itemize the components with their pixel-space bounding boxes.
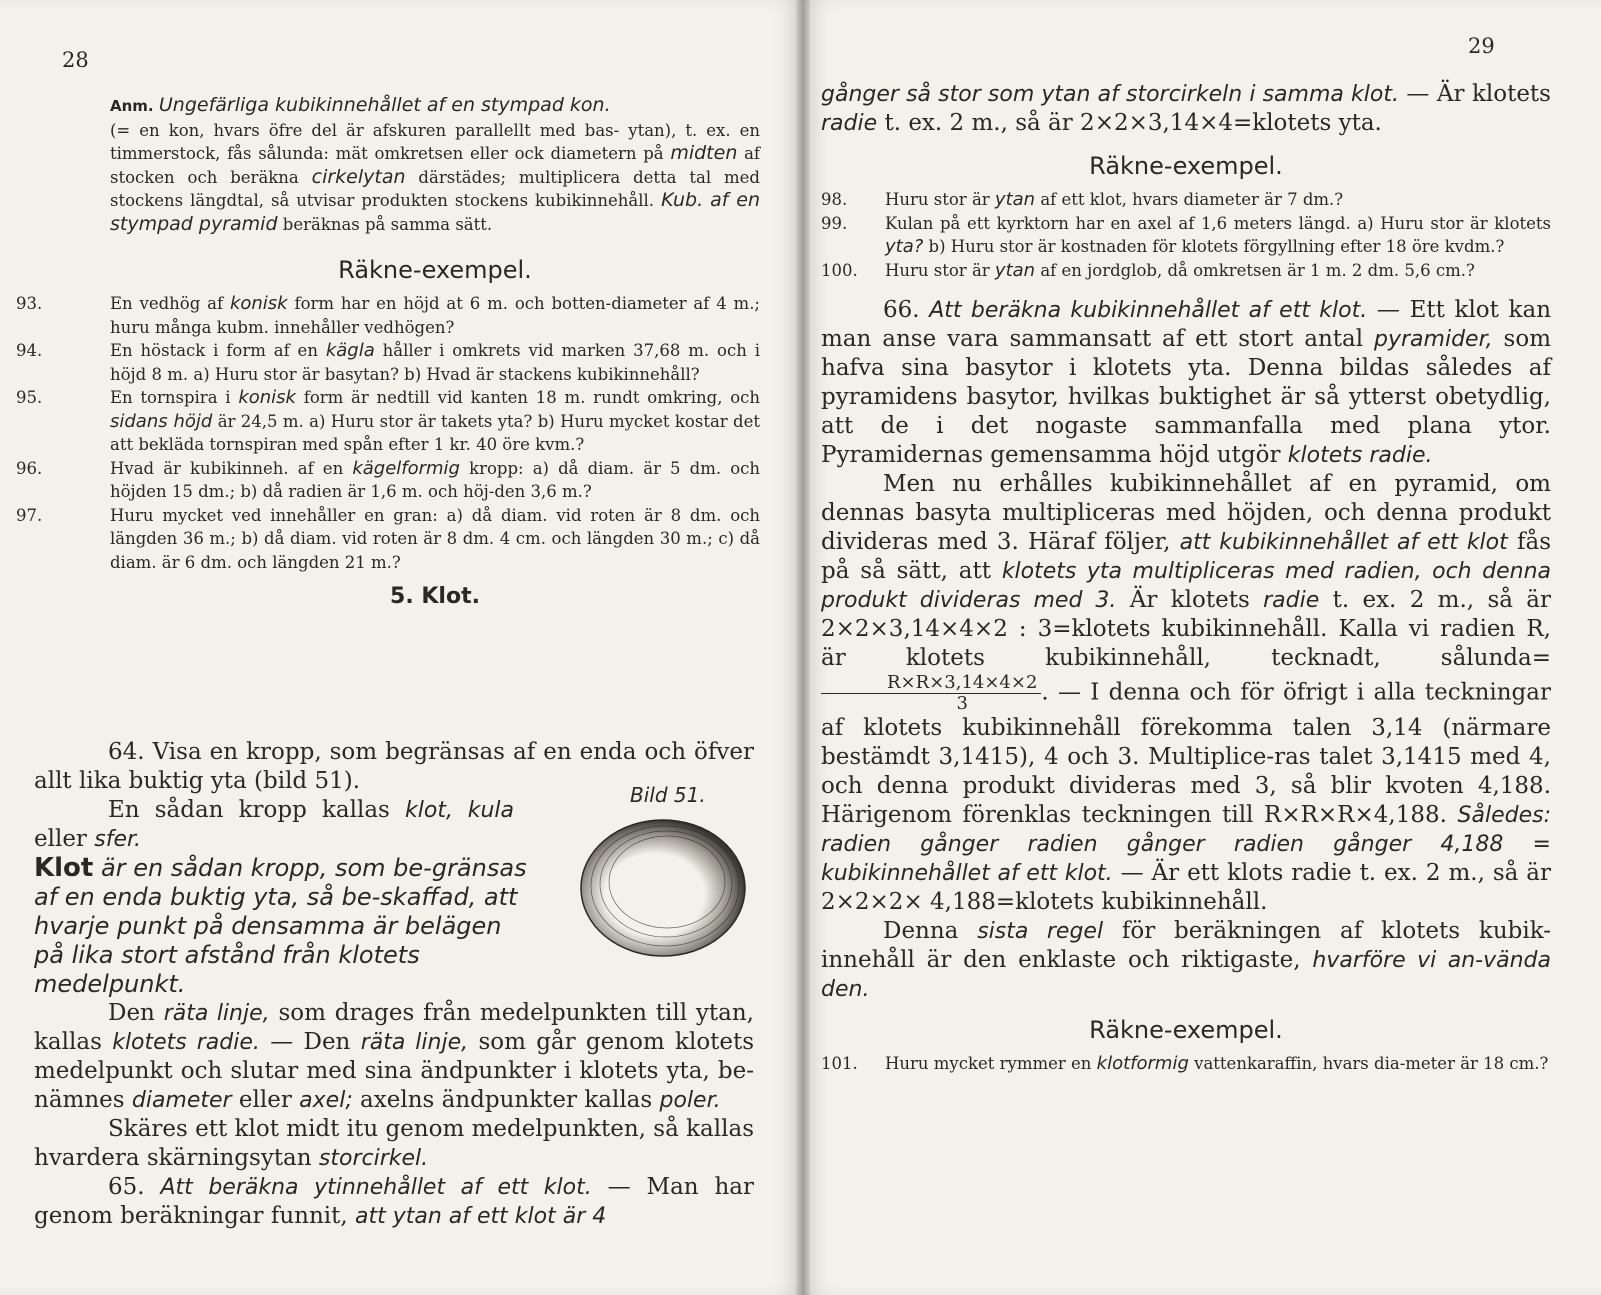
paragraph-text: Den — [108, 1000, 155, 1026]
exercise-text: håller i omkrets vid marken 37,68 m. och i höjd 8 m. a) Huru stor är basytan? b) Hvad är stackens kubikinnehåll? — [110, 341, 760, 384]
anm-line: längdtal, så utvisar produkten stockens kubikinnehåll. — [190, 191, 655, 210]
paragraph-text: — Den — [270, 1029, 351, 1055]
sphere-illustration — [578, 818, 748, 958]
exercise-number: 97. — [16, 505, 43, 525]
exercise-emph: yta? — [885, 236, 924, 257]
fraction-denominator: 3 — [956, 693, 968, 714]
definition-term: Klot — [34, 853, 94, 883]
paragraph-65 — [34, 1173, 754, 1231]
paragraph-emph: sista regel — [977, 919, 1104, 944]
exercise-number: 100. — [821, 260, 858, 280]
paragraph-number: 65. — [108, 1174, 145, 1200]
paragraph-emph: räta linje, — [163, 1001, 270, 1026]
exercise-text: af ett klot, hvars diameter är 7 dm.? — [1040, 190, 1344, 209]
klot-definition — [34, 854, 534, 999]
paragraph-emph: radie — [1263, 588, 1320, 613]
paragraph-text: fås på så sätt, att — [821, 529, 1552, 584]
anm-line: beräknas på samma sätt. — [282, 214, 493, 234]
paragraph-text: — Är ett klots radie t. ex. 2 m., så är 2×2×2× 4,188=klotets kubikinnehåll. — [821, 860, 1551, 915]
exercise-emph: ytan — [994, 259, 1036, 281]
paragraph-text: för beräkningen af klotets kubik-innehåll är den enklaste och riktigaste, — [821, 918, 1552, 973]
paragraph-emph: pyramider, — [1374, 327, 1493, 352]
paragraph-emph: klotets radie. — [1287, 443, 1433, 468]
exercise-item — [10, 339, 760, 386]
paragraph-text: axelns ändpunkter kallas — [360, 1087, 653, 1113]
section-heading: Räkne-exempel. — [1089, 1016, 1283, 1044]
exercise-text: vattenkaraffin, hvars dia-meter är 18 cm.? — [1194, 1054, 1549, 1073]
exercise-emph: konisk — [229, 293, 288, 314]
anm-emph: Kub. — [661, 189, 704, 211]
anm-line: ytan), t. ex. en timmerstock, fås sålunda: mät omkretsen — [110, 120, 760, 163]
anm-emph: af en stympad pyramid — [110, 189, 761, 235]
paragraph-text: som går genom klotets medelpunkt och slutar med sina ändpunkter i klotets yta, be-nämnes — [34, 1029, 755, 1113]
paragraph-text: . — I denna och för öfrigt i alla teckningar af klotets kubikinnehåll förekomma talen 3,14 (närmare bestämdt 3,1415), 4 och 3. Multiplice-ras talet 3,1415 med 4, och denna produkt divideras med 3, så blir kvoten 4,188. Härigenom förenklas teckningen till R×R×R×4,188. — [821, 679, 1551, 828]
paragraph-emph: Att beräkna kubikinnehållet af ett klot. — [929, 298, 1368, 323]
paragraph-number: 66. — [883, 297, 920, 323]
exercise-emph: ytan — [994, 189, 1036, 210]
paragraph-64b — [34, 796, 514, 854]
exercise-item — [10, 504, 760, 575]
paragraph-emph: Således: radien gånger radien gånger radien gånger 4,188 = kubikinnehållet af ett klot. — [821, 803, 1552, 886]
paragraph-emph: diameter — [131, 1088, 232, 1113]
section-heading: Räkne-exempel. — [1089, 152, 1283, 180]
continued-paragraph — [821, 80, 1551, 138]
exercise-list — [821, 1052, 1551, 1076]
paragraph-emph: klotets radie. — [112, 1030, 260, 1055]
exercise-number: 95. — [16, 388, 43, 407]
paragraph-text: — Man har genom beräkningar funnit, — [34, 1174, 755, 1229]
page-number: 29 — [1468, 34, 1495, 58]
chapter-heading: 5. Klot. — [390, 584, 480, 609]
paragraph-emph: att kubikinnehållet af ett klot — [1179, 530, 1508, 555]
anm-line: därstädes; multiplicera detta tal med stockens — [110, 167, 760, 210]
exercise-text: Huru mycket ved innehåller en gran: a) då diam. vid roten är 8 dm. och längden 36 m.; b) då diam. vid roten är 8 dm. 4 cm. och längden 30 m.; c) då diam. är 6 dm. och längden 21 m.? — [110, 505, 760, 572]
exercise-list — [821, 188, 1551, 282]
anm-label: Anm. — [110, 97, 154, 115]
paragraph-text: Visa en kropp, som begränsas af en enda och öfver allt lika buktig yta (bild 51). — [34, 739, 754, 794]
anm-title: Ungefärliga kubikinnehållet af en stympad kon. — [158, 94, 611, 116]
fraction-numerator: R×R×3,14×4×2 — [821, 673, 1041, 694]
anm-emph: midten — [670, 142, 738, 164]
exercise-emph: konisk — [238, 387, 296, 408]
exercise-item — [10, 386, 760, 457]
storcirkel-paragraph — [34, 1115, 754, 1173]
exercise-item — [10, 292, 760, 339]
paragraph-66 — [821, 296, 1551, 470]
exercise-emph: kägelformig — [352, 457, 460, 479]
exercise-text: af en jordglob, då omkretsen är 1 m. 2 dm. 5,6 cm.? — [1040, 260, 1475, 280]
paragraph-emph: klot, kula — [405, 798, 515, 823]
exercise-text: En vedhög af — [110, 294, 224, 313]
radie-paragraph — [34, 999, 754, 1115]
paragraph-text: Men nu erhålles kubikinnehållet af en pyramid, om dennas basyta multipliceras med höjden, och denna produkt divideras med 3. Häraf följer, — [821, 471, 1551, 555]
paragraph-emph: klotets yta multipliceras med radien, och denna produkt divideras med 3. — [821, 559, 1551, 613]
exercise-text: form är nedtill vid kanten 18 m. rundt omkring, och — [303, 388, 760, 407]
right-column — [821, 80, 1551, 1076]
exercise-emph: kägla — [325, 340, 375, 361]
anm-emph: cirkelytan — [311, 165, 406, 188]
paragraph-emph: hvarföre vi an-vända den. — [821, 948, 1551, 1002]
anm-line: eller ock diametern på — [469, 144, 664, 163]
exercise-text: Huru stor är — [885, 260, 990, 280]
exercise-text: En tornspira i — [110, 388, 231, 407]
exercise-number: 96. — [16, 458, 43, 478]
exercise-item — [821, 259, 1551, 283]
exercise-number: 94. — [16, 341, 43, 360]
paragraph-text: — Är klotets — [1406, 81, 1551, 107]
exercise-emph: klotformig — [1096, 1053, 1189, 1074]
exercise-text: En höstack i form af en — [110, 341, 318, 360]
paragraph-text: t. ex. 2 m., så är 2×2×3,14×4×2 : 3=klotets kubikinnehåll. Kalla vi radien R, är klotets kubikinnehåll, tecknadt, sålunda= — [821, 587, 1551, 671]
paragraph-text: eller — [34, 826, 87, 852]
exercise-text: är 24,5 m. a) Huru stor är takets yta? b) Huru mycket kostar det att bekläda tornspiran med spån efter 1 kr. 40 öre kvm.? — [110, 411, 760, 454]
exercise-item — [821, 1052, 1551, 1076]
paragraph-emph: gånger så stor som ytan af storcirkeln i samma klot. — [821, 82, 1399, 107]
exercise-text: Kulan på ett kyrktorn har en axel af 1,6 meters längd. a) Huru stor är klotets — [885, 213, 1551, 233]
paragraph-text: som hafva sina basytor i klotets yta. Denna bildas således af pyramidens basytor, hvilkas buktighet är så ytterst obetydlig, att de i det nogaste sammanfalla med plana ytor. Pyramidernas gemensamma höjd utgör — [821, 326, 1552, 468]
paragraph-text: som drages från medelpunkten till ytan, kallas — [34, 1000, 754, 1055]
paragraph-text: Är klotets — [1129, 587, 1250, 613]
figure-bild-51 — [568, 783, 768, 963]
anm-line: af stocken och beräkna — [110, 144, 761, 187]
book-gutter — [796, 0, 810, 1295]
left-column — [16, 94, 761, 619]
exercise-text: b) Huru stor är kostnaden för klotets förgyllning efter 18 öre kvdm.? — [928, 237, 1505, 256]
men-paragraph — [821, 470, 1551, 917]
exercise-emph: sidans höjd — [110, 410, 213, 432]
page-number: 28 — [62, 48, 89, 72]
paragraph-text: En sådan kropp kallas — [108, 797, 390, 823]
exercise-number: 99. — [821, 213, 848, 233]
right-page — [803, 0, 1601, 1295]
section-heading: Räkne-exempel. — [338, 256, 532, 284]
exercise-text: form har en höjd at 6 m. och botten-diameter af 4 m.; huru många kubm. innehåller vedhögen? — [110, 294, 760, 337]
volume-fraction — [821, 673, 1041, 714]
figure-caption: Bild 51. — [630, 783, 706, 807]
paragraph-text: — Ett klot kan man anse vara sammansatt af ett stort antal — [821, 297, 1552, 352]
exercise-text: kropp: a) då diam. är 5 dm. och höjden 15 dm.; b) då radien är 1,6 m. och höj-den 3,6 m.? — [110, 458, 761, 501]
definition-text: är en sådan kropp, som be-gränsas af en enda buktig yta, så be-skaffad, att hvarje punkt på densamma är belägen på lika stort afstånd från klotets medelpunkt. — [34, 854, 527, 998]
paragraph-emph: att ytan af ett klot är 4 — [355, 1204, 607, 1229]
paragraph-text: Denna — [883, 918, 959, 944]
anm-paragraph — [110, 94, 760, 236]
exercise-item — [821, 212, 1551, 259]
paragraph-text: eller — [238, 1087, 292, 1113]
exercise-list — [10, 292, 760, 574]
paragraph-text: t. ex. 2 m., så är 2×2×3,14×4=klotets yta. — [884, 110, 1382, 136]
paragraph-text: Skäres ett klot midt itu genom medelpunkten, så kallas hvardera skärningsytan — [34, 1116, 754, 1171]
paragraph-emph: poler. — [659, 1088, 721, 1113]
anm-line: (= en kon, hvars öfre del är afskuren parallellt med bas- — [110, 120, 620, 140]
paragraph-emph: Att beräkna ytinnehållet af ett klot. — [160, 1175, 592, 1200]
exercise-number: 93. — [16, 294, 43, 313]
exercise-text: Huru stor är — [885, 190, 990, 209]
exercise-text: Hvad är kubikinneh. af en — [110, 458, 344, 478]
exercise-item — [821, 188, 1551, 212]
paragraph-emph: storcirkel. — [318, 1146, 429, 1171]
rule-paragraph — [821, 917, 1551, 1004]
exercise-item — [10, 457, 760, 504]
paragraph-emph: sfer. — [94, 827, 142, 852]
exercise-number: 101. — [821, 1054, 858, 1073]
exercise-number: 98. — [821, 190, 848, 209]
exercise-text: Huru mycket rymmer en — [885, 1054, 1092, 1073]
paragraph-number: 64. — [108, 739, 145, 765]
paragraph-emph: räta linje, — [360, 1030, 469, 1055]
paragraph-emph: radie — [821, 111, 878, 136]
paragraph-emph: axel; — [299, 1088, 353, 1113]
